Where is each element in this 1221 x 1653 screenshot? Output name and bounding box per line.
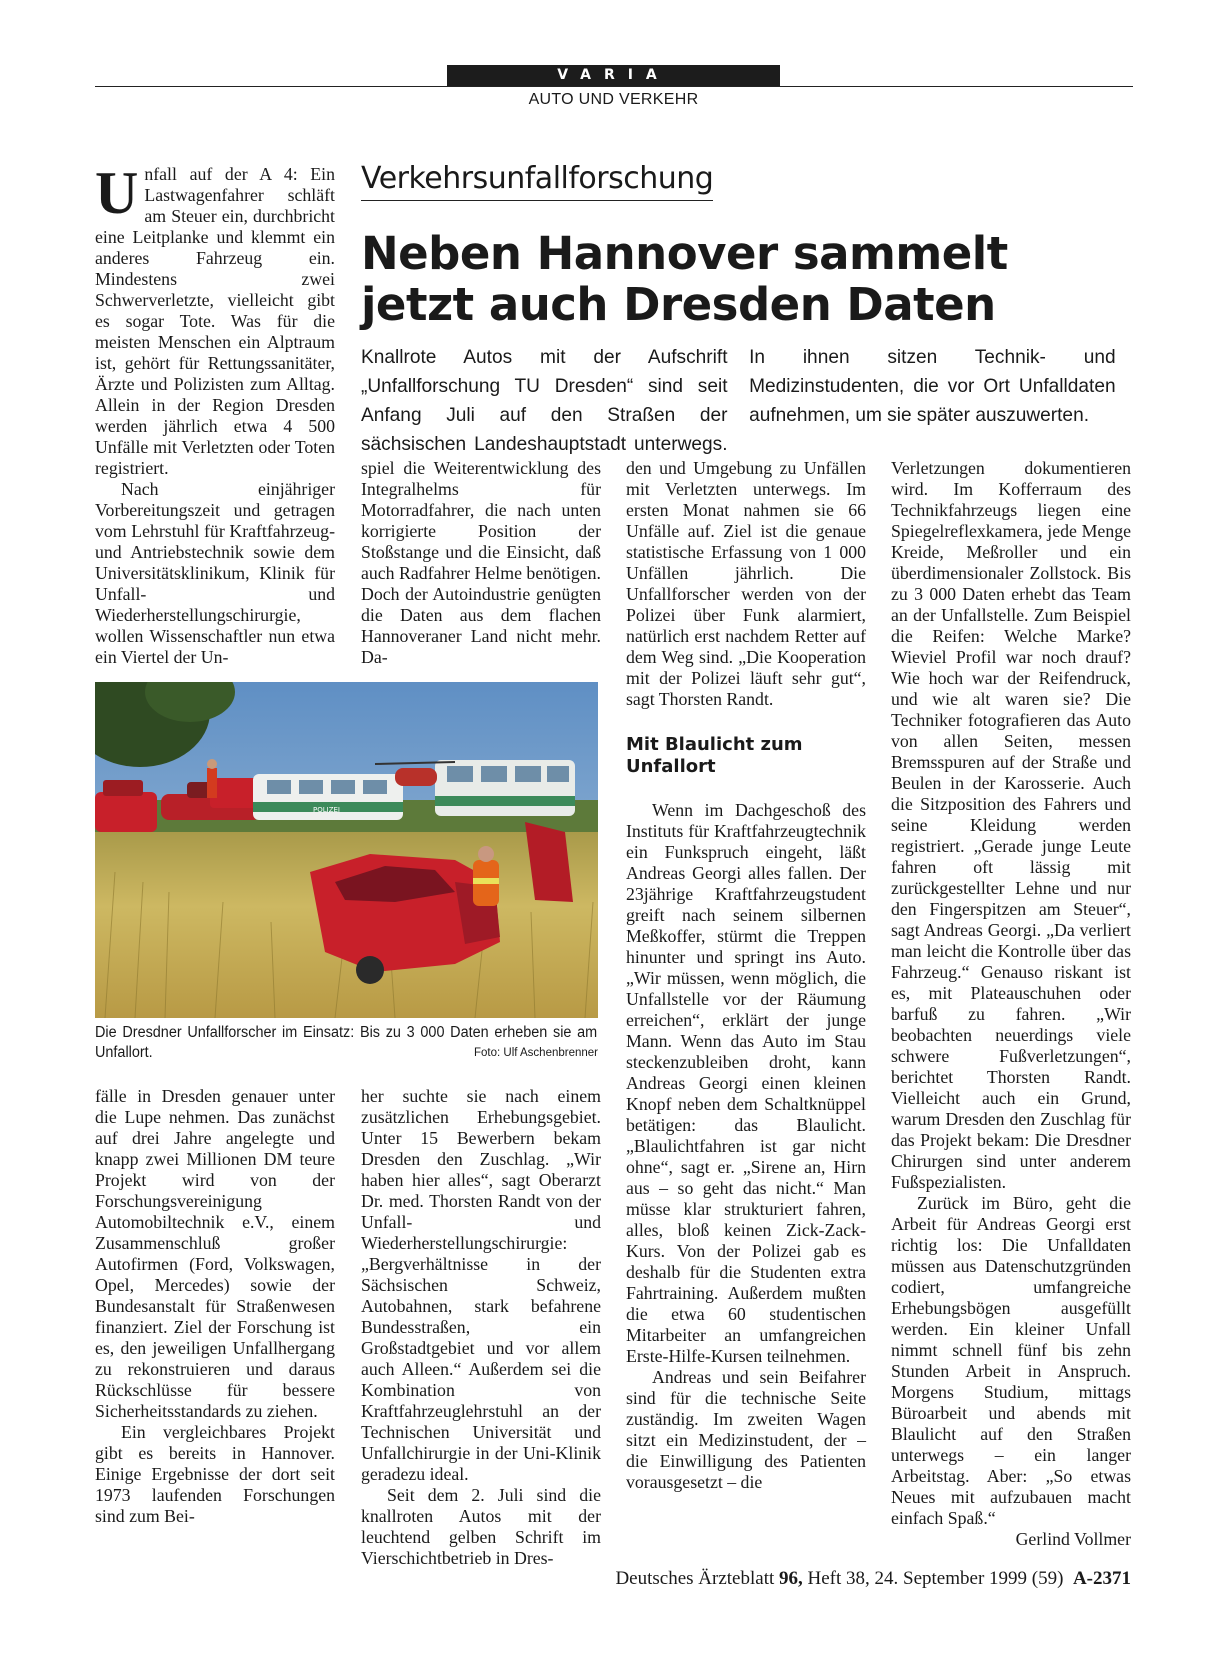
accident-photo [95,682,598,1018]
article-kicker: Verkehrsunfallforschung [361,161,713,201]
body-paragraph: fälle in Dresden genauer unter die Lupe nehmen. Das zunächst auf drei Jahre angelegte und knapp zwei Millionen DM teure Projekt wird von der Forschungsvereinigung Automobiltechnik e.V., einem Zusammenschluß großer Autofirmen (Ford, Volkswagen, Opel, Mercedes) sowie der Bundesanstalt für Straßenwesen finanziert. Ziel der Forschung ist es, den jeweiligen Unfallhergang zu rekonstruieren und daraus Rückschlüsse für bessere Sicherheitsstandards zu ziehen. [95,1086,335,1421]
body-paragraph: Ein vergleichbares Projekt gibt es bereits in Hannover. Einige Ergebnisse der dort seit 1973 laufenden Forschungen sind zum Bei- [95,1422,335,1526]
article-column-4 [891,458,1131,1550]
intro-text: nfall auf der A 4: Ein Lastwagenfahrer schläft am Steuer ein, durchbricht eine Leitplanke und klemmt ein anderes Fahrzeug ein. Mindestens zwei Schwerverletzte, vielleicht gibt es sogar Tote. Was für die meisten Menschen ein Alptraum ist, gehört für Rettungssanitäter, Ärzte und Polizisten zum Alltag. Allein in der Region Dresden werden jährlich etwa 4 500 Unfälle mit Verletzten oder Toten registriert. [95,164,335,478]
article-subheading: Mit Blaulicht zum Unfallort [626,734,803,777]
body-paragraph: Andreas und sein Beifahrer sind für die technische Seite zuständig. Im zweiten Wagen sitzt ein Medizinstudent, der – die Einwilligung des Patienten vorausgesetzt – die [626,1367,866,1492]
header-rule [95,86,1133,87]
journal-volume: 96, [779,1568,803,1589]
body-paragraph: den und Umgebung zu Unfällen mit Verletzten unterwegs. Im ersten Monat nahmen sie 66 Unfälle auf. Ziel ist die genaue statistische Erfassung von 1 000 Unfällen jährlich. Die Unfallforscher werden von der Polizei über Funk alarmiert, natürlich erst nachdem Retter auf dem Weg sind. „Die Kooperation mit der Polizei läuft sehr gut“, sagt Thorsten Randt. [626,458,866,709]
issue-date: Heft 38, 24. September 1999 (59) [807,1568,1064,1589]
page-footer [570,1568,1131,1590]
article-column-2-top [361,458,601,668]
body-paragraph: spiel die Weiterentwicklung des Integralhelms für Motorradfahrer, die nach unten korrigierte Position der Stoßstange und die Einsicht, daß auch Radfahrer Helme benötigen. Doch der Autoindustrie genügten die Daten aus dem flachen Hannoveraner Land nicht mehr. Da- [361,458,601,667]
article-column-1-bottom [95,1086,335,1527]
body-paragraph: Nach einjähriger Vorbereitungszeit und getragen vom Lehrstuhl für Kraftfahrzeug- und Antriebstechnik sowie dem Universitätsklinikum, Klinik für Unfall- und Wiederherstellungschirurgie, wollen Wissenschaftler nun etwa ein Viertel der Un- [95,479,335,667]
body-paragraph: her suchte sie nach einem zusätzlichen Erhebungsgebiet. Unter 15 Bewerbern bekam Dresden den Zuschlag. „Wir haben hier alles“, sagt Oberarzt Dr. med. Thorsten Randt von der Unfall- und Wiederherstellungschirurgie: „Bergverhältnisse in der Sächsischen Schweiz, Autobahnen, stark befahrene Bundesstraßen, ein Großstadtgebiet und vor allem auch Alleen.“ Außerdem sei die Kombination von Kraftfahrzeuglehrstuhl an der Technischen Universität und Unfallchirurgie in der Uni-Klinik geradezu ideal. [361,1086,601,1484]
body-paragraph: Wenn im Dachgeschoß des Instituts für Kraftfahrzeugtechnik ein Funkspruch eingeht, läßt Andreas Georgi alles fallen. Der 23jährige Kraftfahrzeugstudent greift nach seinem silbernen Meßkoffer, stürmt die Treppen hinunter und springt ins Auto. „Wir müssen, wenn möglich, die Unfallstelle vor der Räumung erreichen“, erklärt der junge Mann. Wenn das Auto im Stau steckenzubleiben droht, kann Andreas Georgi einen kleinen Knopf neben dem Schaltknüppel betätigen: das Blaulicht. „Blaulichtfahren ist gar nicht ohne“, sagt er. „Sirene an, Hirn aus – so geht das nicht.“ Man müsse klar strukturiert fahren, alles, bloß keinen Zick-Zack-Kurs. Von der Polizei gab es deshalb für die Studenten extra Fahrtraining. Außerdem mußten die etwa 60 studentischen Mitarbeiter an umfangreichen Erste-Hilfe-Kursen teilnehmen. [626,800,866,1366]
intro-paragraph [95,160,335,479]
drop-cap: U [95,160,139,226]
journal-name: Deutsches Ärzteblatt [615,1568,775,1589]
article-column-3 [626,458,866,1493]
body-paragraph: Verletzungen dokumentieren wird. Im Kofferraum des Technikfahrzeugs liegen eine Spiegelreflexkamera, jede Menge Kreide, Meßroller und ein überdimensionaler Zollstock. Bis zu 3 000 Daten erhebt das Team an der Unfallstelle. Zum Beispiel die Reifen: Welche Marke? Wieviel Profil war noch drauf? Wie hoch war der Reifendruck, und wie alt waren sie? Die Techniker fotografieren das Auto von allen Seiten, messen Bremsspuren auf der Straße und Beulen in der Karosserie. Auch die Sitzposition des Fahrers und seine Kleidung werden registriert. „Gerade junge Leute fahren oft lässig mit zurückgestellter Lehne und nur den Fingerspitzen am Steuer“, sagt Andreas Georgi. „Da verliert man leicht die Kontrolle über das Fahrzeug.“ Genauso riskant ist es, mit Plateauschuhen oder barfuß zu fahren. „Wir beobachten neuerdings viele schwere Fußverletzungen“, berichtet Thorsten Randt. Vielleicht auch ein Grund, warum Dresden den Zuschlag für das Projekt bekam: Die Dresdner Chirurgen sind unter anderem Fußspezialisten. [891,458,1131,1192]
article-column-1-top [95,160,335,668]
article-column-2-bottom [361,1086,601,1569]
section-label: VARIA [447,65,780,86]
closing-text: Zurück im Büro, geht die Arbeit für Andreas Georgi erst richtig los: Die Unfalldaten müssen aus Datenschutzgründen codiert, umfangreiche Erhebungsbögen ausgefüllt werden. Ein kleiner Unfall nimmt schnell fünf bis zehn Stunden Arbeit in Anspruch. Morgens Studium, mittags Büroarbeit und abends mit Blaulicht auf den Straßen unterwegs – ein langer Arbeitstag. Aber: „So etwas Neues mit aufzubauen macht einfach Spaß.“ [891,1193,1131,1528]
article-headline: Neben Hannover sammelt jetzt auch Dresden Daten [361,227,1008,331]
article-author: Gerlind Vollmer [1015,1529,1131,1549]
body-paragraph [891,1193,1131,1549]
subsection-label: AUTO UND VERKEHR [528,91,699,108]
body-paragraph: Seit dem 2. Juli sind die knallroten Autos mit der leuchtend gelben Schrift im Vierschichtbetrieb in Dres- [361,1485,601,1568]
photo-credit: Foto: Ulf Aschenbrenner [473,1047,598,1059]
page-number: A-2371 [1072,1568,1131,1589]
photo-caption: Die Dresdner Unfallforscher im Einsatz: Bis zu 3 000 Daten erheben sie am Unfallort. [95,1024,598,1061]
police-van-label: POLIZEI [313,806,340,814]
article-lead: Knallrote Autos mit der Aufschrift „Unfallforschung TU Dresden“ sind seit Anfang Juli auf den Straßen der sächsischen Landeshauptstadt unterwegs. In ihnen sitzen Technik- und Medizinstudenten, die vor Ort Unfalldaten aufnehmen, um sie später auszuwerten. [361,346,1116,455]
